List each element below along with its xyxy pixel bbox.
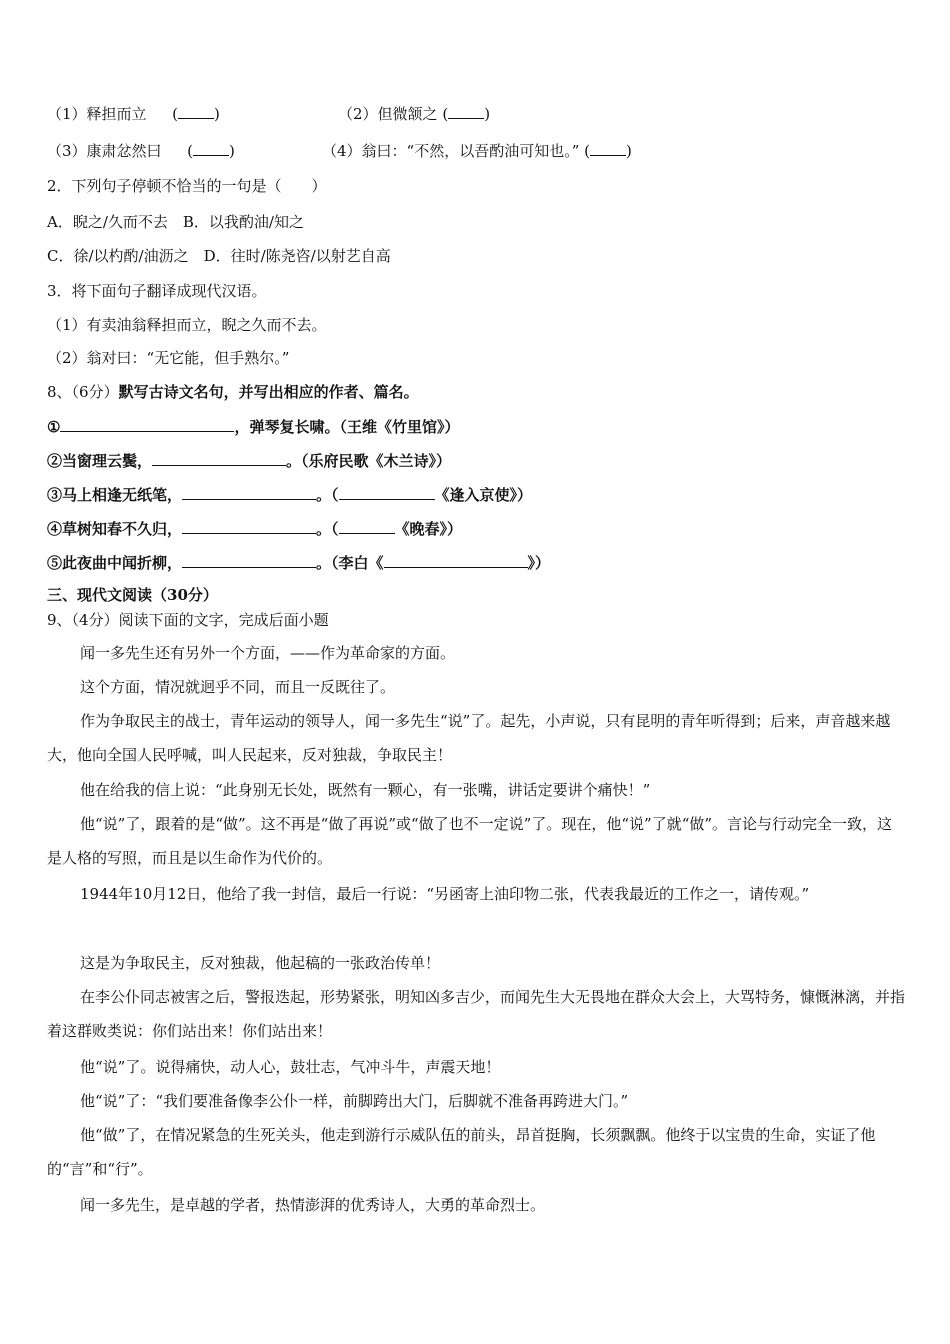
q8-line-1: ① ，弹琴复长啸。（王维《竹里馆》） (47, 415, 459, 437)
answer-blank-4[interactable] (590, 139, 626, 156)
answer-blank-3[interactable] (193, 139, 229, 156)
fill-blank-2[interactable] (152, 449, 286, 466)
answer-blank-2[interactable] (448, 102, 484, 119)
q8-stem: 8、（6分）默写古诗文名句，并写出相应的作者、篇名。 (47, 383, 419, 401)
q8-line-2: ②当窗理云鬓， 。（乐府民歌《木兰诗》） (47, 449, 451, 471)
q2-stem: 2．下列句子停顿不恰当的一句是（ ） (47, 177, 327, 195)
fill-blank-5[interactable] (182, 551, 316, 568)
passage-paragraph: 闻一多先生还有另外一个方面，——作为革命家的方面。 (80, 644, 456, 662)
passage-paragraph: 1944年10月12日，他给了我一封信，最后一行说：“另函寄上油印物二张，代表我最近的工作之一，请传观。” (80, 885, 810, 903)
passage-paragraph: 他在给我的信上说：“此身别无长处，既然有一颗心，有一张嘴，讲话定要讲个痛快！” (80, 781, 651, 799)
passage-paragraph: 他“说”了。说得痛快，动人心，鼓壮志，气冲斗牛，声震天地！ (80, 1058, 501, 1076)
passage-paragraph: 他“说”了：“我们要准备像李公仆一样，前脚跨出大门，后脚就不准备再跨进大门。” (80, 1092, 629, 1110)
passage-paragraph: 这个方面，情况就迥乎不同，而且一反既往了。 (80, 678, 396, 696)
item-4: （4）翁曰：“不然，以吾酌油可知也。” ( ) (322, 139, 632, 161)
passage-paragraph: 这是为争取民主，反对独裁，他起稿的一张政治传单！ (80, 954, 441, 972)
passage-paragraph: 在李公仆同志被害之后，警报迭起，形势紧张，明知凶多吉少，而闻先生大无畏地在群众大会上，大骂特务，慷慨淋漓，并指着这群败类说：你们站出来！你们站出来！ (47, 988, 906, 1040)
q3-sentence-1: （1）有卖油翁释担而立，睨之久而不去。 (47, 316, 327, 334)
title-blank-5[interactable] (384, 551, 528, 568)
q3-stem: 3．将下面句子翻译成现代汉语。 (47, 282, 267, 300)
q8-line-4: ④草树知春不久归， 。（ 《晚春》） (47, 517, 462, 539)
author-blank-4[interactable] (339, 517, 395, 534)
q3-sentence-2: （2）翁对曰：“无它能，但手熟尔。” (47, 349, 290, 367)
item-2: （2）但微颔之 ( ) (338, 102, 490, 124)
passage-paragraph: 他“做”了，在情况紧急的生死关头，他走到游行示威队伍的前头，昂首挺胸，长须飘飘。他终于以宝贵的生命，实证了他的“言”和“行”。 (47, 1126, 876, 1178)
answer-blank-1[interactable] (178, 102, 214, 119)
fill-blank-3[interactable] (182, 483, 316, 500)
section-title: 三、现代文阅读（30分） (47, 586, 218, 604)
item-1: （1）释担而立 ( ) (47, 102, 220, 124)
q8-line-3: ③马上相逢无纸笔， 。（ 《逢入京使》） (47, 483, 532, 505)
passage-paragraph: 他“说”了，跟着的是“做”。这不再是“做了再说”或“做了也不一定说”了。现在，他“说”了就“做”。言论与行动完全一致，这是人格的写照，而且是以生命作为代价的。 (47, 815, 893, 867)
q9-stem: 9、（4分）阅读下面的文字，完成后面小题 (47, 611, 329, 629)
q8-line-5: ⑤此夜曲中闻折柳， 。（李白《 》） (47, 551, 550, 573)
fill-blank-4[interactable] (182, 517, 316, 534)
q2-options-cd: C．徐/以杓酌/油沥之 D．往时/陈尧咨/以射艺自高 (47, 247, 391, 265)
q2-options-ab: A．睨之/久而不去 B．以我酌油/知之 (47, 213, 304, 231)
item-3: （3）康肃忿然曰 ( ) (47, 139, 235, 161)
author-blank-3[interactable] (339, 483, 435, 500)
fill-blank-1[interactable] (60, 415, 234, 432)
passage-paragraph: 闻一多先生，是卓越的学者，热情澎湃的优秀诗人，大勇的革命烈士。 (80, 1196, 546, 1214)
passage-paragraph: 作为争取民主的战士，青年运动的领导人，闻一多先生“说”了。起先，小声说，只有昆明的青年听得到；后来，声音越来越大，他向全国人民呼喊，叫人民起来，反对独裁，争取民主！ (47, 712, 891, 764)
